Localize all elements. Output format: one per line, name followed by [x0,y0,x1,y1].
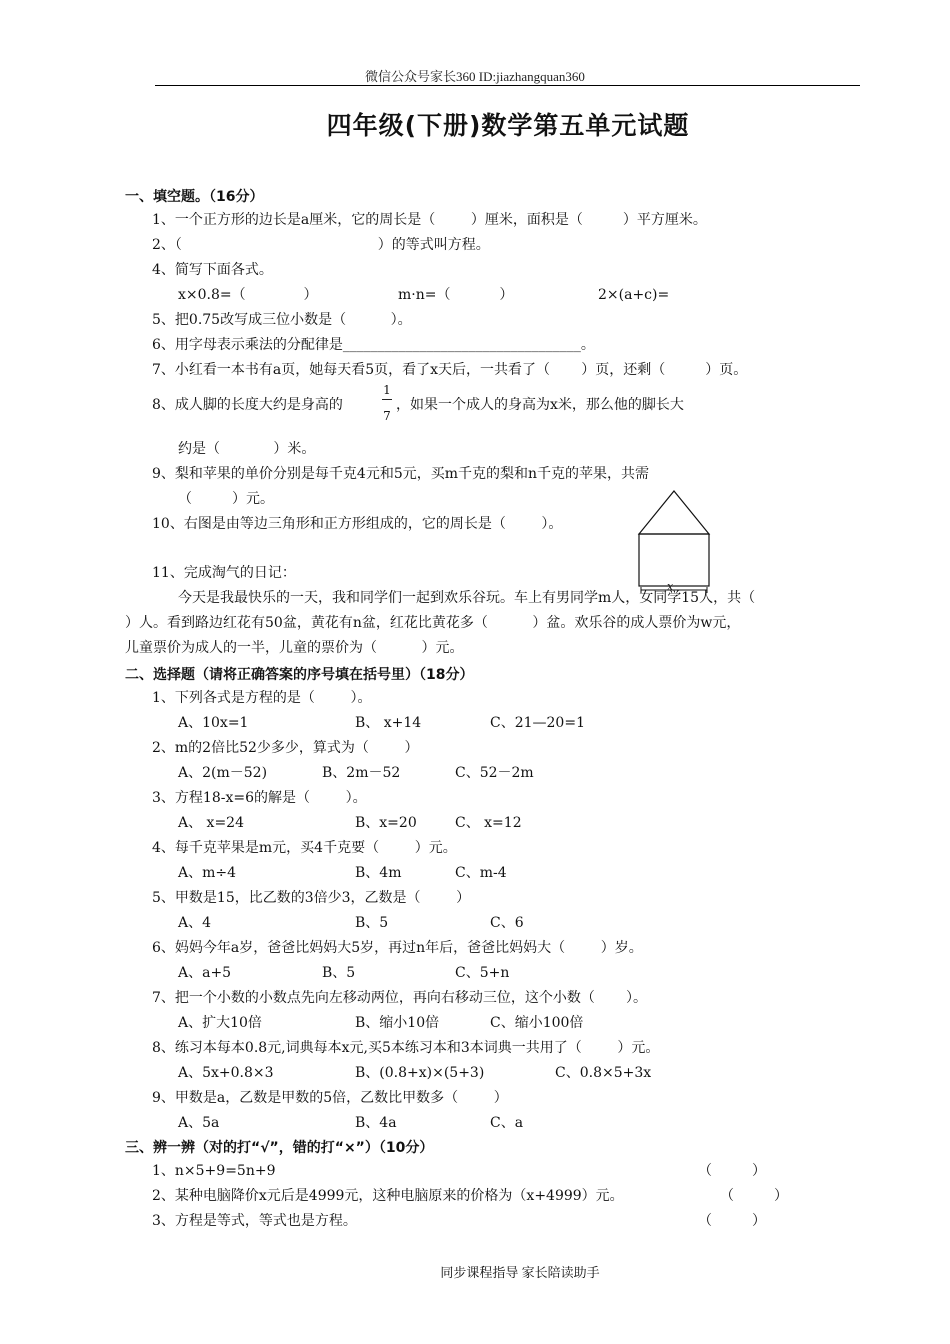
answer-blank: （ ） [698,1163,767,1179]
header-rule [155,85,860,86]
question-line: 1、一个正方形的边长是a厘米，它的周长是（ ）厘米，面积是（ ）平方厘米。 [152,212,707,228]
choice-option-c: C、a [490,1115,524,1131]
choice-option-a: A、4 [178,915,212,931]
question-line: 5、把0.75改写成三位小数是（ ）。 [152,312,412,328]
choice-option-a: A、 x=24 [178,815,245,831]
choice-option-c: C、 x=12 [455,815,522,831]
choice-question: 3、方程18-x=6的解是（ ）。 [152,790,367,806]
choice-option-a: A、5a [178,1115,220,1131]
choice-question: 4、每千克苹果是m元，买4千克要（ ）元。 [152,840,457,856]
choice-option-b: B、缩小10倍 [355,1015,440,1031]
question-line: 10、右图是由等边三角形和正方形组成的，它的周长是（ ）。 [152,516,563,532]
question-line: 2×(a+c)= [598,287,670,303]
page-title: 四年级(下册)数学第五单元试题 [326,111,690,140]
page-footer: 同步课程指导 家长陪读助手 [440,1265,600,1280]
square [639,534,709,586]
choice-question: 5、甲数是15，比乙数的3倍少3，乙数是（ ） [152,890,471,906]
choice-question: 1、下列各式是方程的是（ ）。 [152,690,372,706]
answer-blank: （ ） [698,1213,767,1229]
choice-option-a: A、a+5 [178,965,232,981]
choice-option-c: C、5+n [455,965,510,981]
choice-question: 2、m的2倍比52少多少，算式为（ ） [152,740,419,756]
choice-option-b: B、5 [355,915,389,931]
true-false-statement: 1、n×5+9=5n+9 [152,1163,276,1179]
figure-side-label: x [667,580,674,593]
choice-option-a: A、扩大10倍 [178,1015,262,1031]
fraction-bar [382,399,392,400]
section-heading-multiple-choice: 二、选择题（请将正确答案的序号填在括号里）（18分） [125,667,474,683]
true-false-statement: 2、某种电脑降价x元后是4999元，这种电脑原来的价格为（x+4999）元。 [152,1188,624,1204]
question-line: 2、（ ）的等式叫方程。 [152,237,490,253]
true-false-statement: 3、方程是等式，等式也是方程。 [152,1213,357,1229]
triangle-square-figure [636,488,712,596]
question-line: 今天是我最快乐的一天，我和同学们一起到欢乐谷玩。车上有男同学m人，女同学15人，共（ [178,590,756,606]
question-line: 11、完成淘气的日记： [152,565,296,581]
choice-option-b: B、4m [355,865,402,881]
choice-option-a: A、10x=1 [178,715,249,731]
question-line: ）人。看到路边红花有50盆，黄花有n盆，红花比黄花多（ ）盆。欢乐谷的成人票价为w元， [125,615,741,631]
choice-option-b: B、x=20 [355,815,417,831]
section-heading-fill-blanks: 一、填空题。（16分） [125,189,264,205]
question-line: 7、小红看一本书有a页，她每天看5页，看了x天后，一共看了（ ）页，还剩（ ）页。 [152,362,748,378]
fraction-numerator: 1 [383,383,391,397]
question-line: 6、用字母表示乘法的分配律是__________________________________。 [152,337,595,353]
question-line: m·n=（ ） [398,287,514,303]
choice-question: 8、练习本每本0.8元,词典每本x元,买5本练习本和3本词典一共用了（ ）元。 [152,1040,660,1056]
choice-option-b: B、2m－52 [322,765,401,781]
choice-option-a: A、5x+0.8×3 [178,1065,274,1081]
header-watermark: 微信公众号家长360 ID:jiazhangquan360 [365,69,585,84]
choice-option-c: C、0.8×5+3x [555,1065,652,1081]
answer-blank: （ ） [720,1188,789,1204]
choice-option-b: B、(0.8+x)×(5+3) [355,1065,485,1081]
choice-question: 6、妈妈今年a岁，爸爸比妈妈大5岁，再过n年后，爸爸比妈妈大（ ）岁。 [152,940,643,956]
section-heading-true-false: 三、辨一辨（对的打“√”，错的打“×”）（10分） [125,1140,434,1156]
equilateral-triangle [639,491,709,534]
choice-option-b: B、4a [355,1115,397,1131]
choice-option-c: C、52－2m [455,765,534,781]
question-line: 儿童票价为成人的一半，儿童的票价为（ ）元。 [125,640,464,656]
question-line: 约是（ ）米。 [178,441,316,457]
choice-option-b: B、 x+14 [355,715,422,731]
fraction-denominator: 7 [383,409,391,423]
choice-option-a: A、2(m－52) [178,765,268,781]
choice-question: 7、把一个小数的小数点先向左移动两位，再向右移动三位，这个小数（ ）。 [152,990,648,1006]
choice-option-b: B、5 [322,965,356,981]
question-line: 4、简写下面各式。 [152,262,273,278]
choice-option-c: C、m-4 [455,865,507,881]
question-line: ，如果一个成人的身高为x米，那么他的脚长大 [396,397,684,413]
question-line: （ ）元。 [178,491,275,507]
question-line: 9、梨和苹果的单价分别是每千克4元和5元，买m千克的梨和n千克的苹果，共需 [152,466,650,482]
question-line: 8、成人脚的长度大约是身高的 [152,397,343,413]
choice-option-a: A、m÷4 [178,865,237,881]
question-line: x×0.8=（ ） [178,287,318,303]
choice-option-c: C、21—20=1 [490,715,585,731]
choice-option-c: C、6 [490,915,524,931]
choice-question: 9、甲数是a，乙数是甲数的5倍，乙数比甲数多（ ） [152,1090,508,1106]
choice-option-c: C、缩小100倍 [490,1015,584,1031]
